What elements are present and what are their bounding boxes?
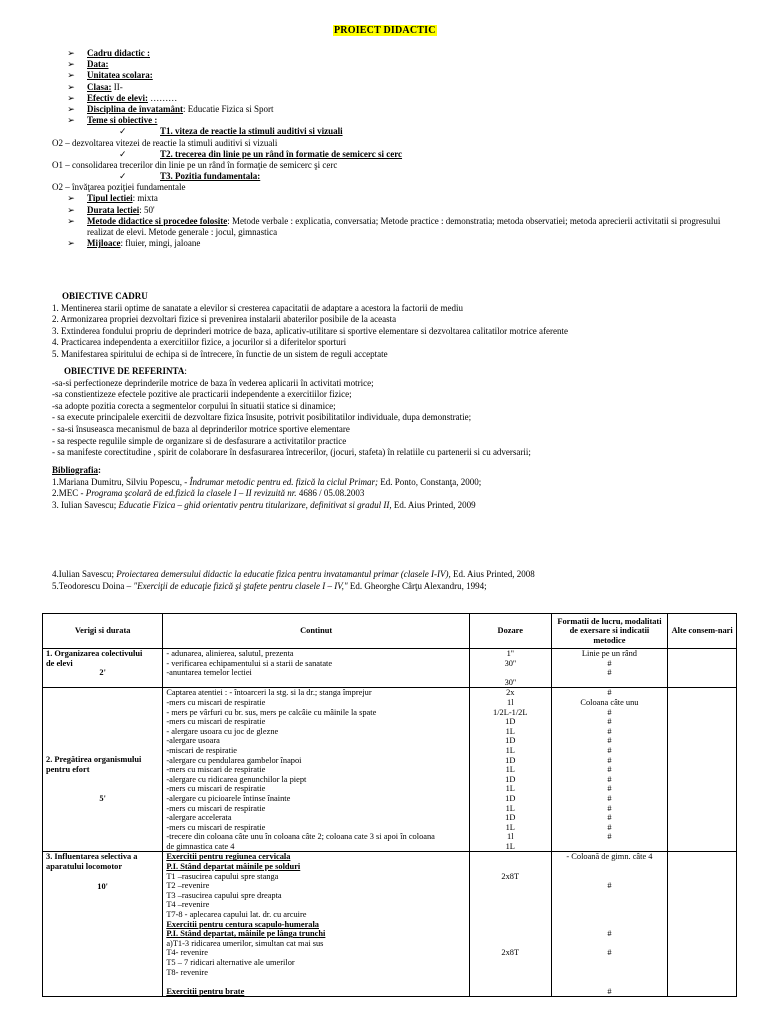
obiectiv-referinta-item: -sa adopte pozitia corecta a segmentelor corpului în situatii statice si dinamice; [52,400,336,411]
table-row: 3. Influentarea selectiva a aparatului locomotor 10' Exercitii pentru regiunea cervicala P.I. Stând departat mâinile pe solduri T1 –rasucirea capului spre stanga T2 –revenire T3 –rasucirea capului spre dreapta T4 –revenire T7-8 - aplecarea capului lat. dr. cu arcuire Exercitii pentru centura scapulo-humerala P.I. Stând departat, mâinile pe lânga trunchi a)T1-3 ridicarea umerilor, simultan cat mai sus T4- revenire T5 – 7 ridicari alternative ale umerilor T8- revenire Exercitii pentru brate 2x8T 2x8T - Coloană de gimn. câte 4 # # # # [43,852,737,997]
theme-3-title: ✓ T3. Pozitia fundamentala: [119,171,261,182]
lesson-table [42,613,737,997]
obiectiv-referinta-item: -sa constientizeze efectele pozitive ale practicarii independente a exercitiilor fizice; [52,389,352,400]
bibliografie-item: 1.Mariana Dumitru, Silviu Popescu, - Îndrumar metodic pentru ed. fizică la ciclul Primar; Ed. Ponto, Constanţa, 2000; [52,476,482,487]
bibliografie-item: 4.Iulian Savescu; Proiectarea demersului didactic la educatie fizica pentru invatamantul primar (clasele I-IV), Ed. Aius Printed, 2008 [52,569,535,579]
theme-2-title: ✓ T2. trecerea din linie pe un rând în formatie de semicerc si cerc [119,148,403,159]
obiectiv-referinta-item: - sa execute principalele exercitii de dezvoltare fizica însusite, potrivit posibilitatilor individuale, dupa demonstratie; [52,412,472,423]
checkmark-icon: ✓ [119,126,127,137]
obiectiv-cadru-item: 1. Mentinerea starii optime de sanatate a elevilor si cresterea capacitatii de adaptare a acestora la factorii de mediu [52,302,464,313]
obiectiv-cadru-item: 3. Extinderea fondului propriu de deprinderi motrice de baza, aplicativ-utilitare si sportive elementare si dezvoltarea calitatilor motrice aferente [52,325,569,336]
arrow-bullet-icon: ➢ [67,193,75,204]
table-row: 1. Organizarea colectivului de elevi 2' - adunarea, alinierea, salutul, prezenta - verificarea echipamentului si a starii de sanatate -anuntarea temelor lectiei 1'' 30'' 30'' Linie pe un rând # # [43,649,737,688]
arrow-bullet-icon: ➢ [67,103,75,114]
bibliografie-continued [52,569,752,592]
info-row-efectiv: ➢ Efectiv de elevi: ……… [64,93,764,104]
obiectiv-referinta-item: - sa-si însuseasca mecanismul de baza al deprinderilor motrice sportive elementare [52,423,350,434]
table-row: 2. Pregătirea organismului pentru efort 5' Captarea atentiei : - întoarceri la stg. si la dr.; stanga împrejur -mers cu miscari de respiratie - mers pe vârfuri cu br. sus, mers pe calcâie cu mâinile la spate -mers cu miscari de respiratie - alergare usoara cu joc de glezne -alergare usoara -miscari de respiratie -alergare cu pendularea gambelor înapoi -mers cu miscari de respiratie -alergare cu ridicarea genunchilor la piept -mers cu miscari de respiratie -alergare cu picioarele întinse înainte -mers cu miscari de respiratie -alergare accelerata -mers cu miscari de respiratie -trecere din coloana câte unu în coloana câte 2; coloana cate 3 si apoi în coloana de gimnastica cate 4 2x 1l 1/2L-1/2L 1D 1L 1D 1L 1D 1L 1D 1L 1D 1L 1D 1L 1l 1L # Coloana câte unu # # # # # # # # # # # # # # [43,688,737,852]
theme-1-objective: O2 – dezvoltarea vitezei de reactie la stimuli auditivi si vizuali [52,137,278,148]
arrow-bullet-icon: ➢ [67,238,75,249]
bibliografie-item: 3. Iulian Savescu; Educatie Fizica – ghid orientativ pentru titularizare, definitivat si gradul II, Ed. Aius Printed, 2009 [52,499,476,510]
arrow-bullet-icon: ➢ [67,215,75,226]
obiective-referinta-heading: OBIECTIVE DE REFERINTA [64,366,185,376]
arrow-bullet-icon: ➢ [67,92,75,103]
header-dozare: Dozare [469,614,551,649]
document-title: PROIECT DIDACTIC [334,25,436,36]
theme-2-objective: O1 – consolidarea trecerilor din linie pe un rând în formaţie de semicerc şi cerc [52,159,338,170]
arrow-bullet-icon: ➢ [67,81,75,92]
arrow-bullet-icon: ➢ [67,59,75,70]
obiective-referinta-section: OBIECTIVE DE REFERINTA: -sa-si perfectioneze deprinderile motrice de baza în vederea aplicarii în activitati motrice; -sa constientizeze efectele pozitive ale practicarii independente a exercitiilor fizice; -sa adopte pozitia corecta a segmentelor corpului în situatii statice si dinamice; - sa execute principalele exercitii de dezvoltare fizica însusite, potrivit posibilitatilor individuale, dupa demonstratie; - sa-si însuseasca mecanismul de baza al deprinderilor motrice sportive elementare - sa respecte regulile simple de organizare si de desfasurare a activitatilor practice - sa manifeste corectitudine , spirit de colaborare în desfasurarea întrecerilor, (jocuri, stafeta) în relatiile cu partenerii si cu adversarii; [52,366,752,459]
bibliografie-item: 5.Teodorescu Doina – "Exerciţii de educaţie fizică şi ştafete pentru clasele I – IV," Ed. Gheorghe Cârţu Alexandru, 1994; [52,580,487,591]
info-row-mijloace: ➢ Mijloace: fluier, mingi, jaloane [64,238,764,249]
checkmark-icon: ✓ [119,148,127,159]
obiectiv-referinta-item: - sa manifeste corectitudine , spirit de colaborare în desfasurarea întrecerilor, (jocuri, stafeta) în relatiile cu partenerii si cu adversarii; [52,447,531,458]
obiectiv-cadru-item: 4. Practicarea independenta a exercitiilor fizice, a jocurilor si a diferitelor sporturi [52,337,347,348]
arrow-bullet-icon: ➢ [67,70,75,81]
bibliografie-item: 2.MEC - Programa şcolară de ed.fizică la clasele I – II revizuită nr. 4686 / 05.08.2003 [52,488,365,499]
arrow-bullet-icon: ➢ [67,204,75,215]
obiective-cadru-section [52,291,752,361]
arrow-bullet-icon: ➢ [67,115,75,126]
obiective-cadru-heading: OBIECTIVE CADRU [62,291,148,301]
bibliografie-heading: Bibliografia [52,465,99,475]
theme-1-title: ✓ T1. viteza de reactie la stimuli auditivi si vizuali [119,126,343,137]
info-row-teme: ➢ Teme si obiective : [64,115,764,126]
info-row-durata: ➢ Durata lectiei: 50' [64,205,764,216]
header-verigi: Verigi si durata [43,614,163,649]
lesson-info [52,48,764,249]
arrow-bullet-icon: ➢ [67,48,75,58]
header-formatii: Formatii de lucru, modalitati de exersare si indicatii metodice [551,614,668,649]
header-continut: Continut [163,614,470,649]
obiectiv-cadru-item: 2. Armonizarea propriei dezvoltari fizice si prevenirea instalarii abaterilor posibile de la aceasta [52,314,397,325]
obiectiv-referinta-item: -sa-si perfectioneze deprinderile motrice de baza în vederea aplicarii în activitati motrice; [52,377,374,388]
info-row-unitatea: ➢ Unitatea scolara: [64,70,764,81]
info-row-cadru: ➢ Cadru didactic : [64,48,764,59]
obiectiv-referinta-item: - sa respecte regulile simple de organizare si de desfasurare a activitatilor practice [52,435,347,446]
theme-3-objective: O2 – învăţarea poziţiei fundamentale [52,182,186,193]
info-row-metode: ➢ Metode didactice si procedee folosite: Metode verbale : explicatia, conversatia; Metode practice : demonstratia; metoda observatiei; metoda aprecierii activitatii si progresului realizat de elevi. Metode generale : jocul, gimnastica [64,216,735,238]
info-row-disciplina: ➢ Disciplina de învatamânt: Educatie Fizica si Sport [64,104,764,115]
info-row-data: ➢ Data: [64,59,764,70]
info-row-tipul: ➢ Tipul lectiei: mixta [64,193,764,204]
bibliografie-section: Bibliografia: 1.Mariana Dumitru, Silviu Popescu, - Îndrumar metodic pentru ed. fizică la ciclul Primar; Ed. Ponto, Constanţa, 2000; 2.MEC - Programa şcolară de ed.fizică la clasele I – II revizuită nr. 4686 / 05.08.2003 3. Iulian Savescu; Educatie Fizica – ghid orientativ pentru titularizare, definitivat si gradul II, Ed. Aius Printed, 2009 [52,465,752,511]
obiectiv-cadru-item: 5. Manifestarea spiritului de echipa si de întrecere, în functie de un sistem de reguli acceptate [52,348,388,359]
checkmark-icon: ✓ [119,171,127,182]
info-row-clasa: ➢ Clasa: II- [64,82,764,93]
header-alte: Alte consem-nari [668,614,737,649]
table-header-row [43,614,737,649]
